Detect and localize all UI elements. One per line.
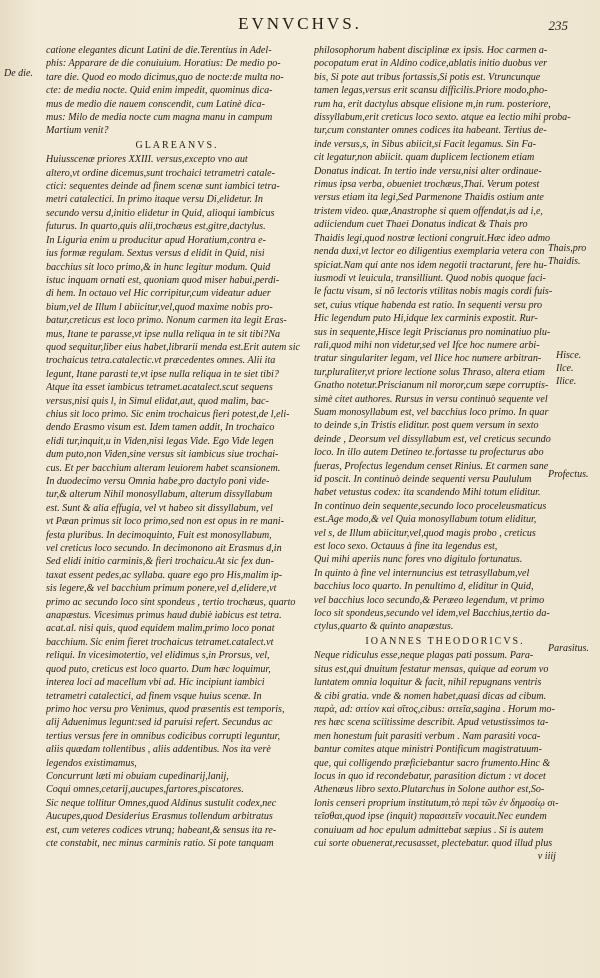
text-line: cit legatur,non abiicit. quam duplicem lectionem etiam bbox=[314, 152, 535, 164]
text-line: rali,quod mihi non videtur,sed vel Ifce hoc numere arbi- bbox=[314, 339, 540, 351]
text-line: chius sit loco primo. Sic enim trochaicus fieri potest,de l,eli- bbox=[46, 408, 290, 420]
text-line: situs est,qui dnuitum festatur mensas, quique ad eorum vo bbox=[314, 663, 549, 675]
text-line: batur,creticus est loco primo. Nonum carmen ita legit Eras- bbox=[46, 315, 287, 327]
left-text-block-1 bbox=[46, 44, 308, 138]
text-line: tur,cum constanter omnes codices ita habeant. Tertius de- bbox=[314, 125, 547, 137]
text-line: anapæstus. Vicesimus primus haud dubiè iabicus est tetra. bbox=[46, 610, 282, 622]
running-head: EVNVCHVS. bbox=[238, 14, 362, 33]
text-line: bantur comites atque ministri Pontificum magistratuum- bbox=[314, 744, 542, 756]
text-line: mus: Milo de media nocte cum magna manu in campum bbox=[46, 112, 273, 124]
text-line: aliis quædam tollentibus , aliis addentibus. Nos ita verè bbox=[46, 744, 271, 756]
margin-note-hisce: Hisce. bbox=[556, 350, 582, 361]
text-line: men honestum fuit parasiti verbum . Nam parasiti voca- bbox=[314, 730, 541, 742]
text-line: cte: de media nocte. Quid enim impedit, quominus dica- bbox=[46, 85, 273, 97]
right-text-block-2 bbox=[314, 649, 576, 850]
text-line: Concurrunt læti mi obuiam cupedinarij,lanij, bbox=[46, 770, 229, 782]
text-line: trochaicus tetra.catalectic.vt præcedentes omnes. Alii ita bbox=[46, 355, 276, 367]
text-line: Neque ridiculus esse,neque plagas pati possum. Para- bbox=[314, 650, 534, 662]
text-line: set, cuius vtique habenda est ratio. In sequenti versu pro bbox=[314, 299, 543, 311]
text-line: ctylus,quarto & quinto anapæstus. bbox=[314, 621, 454, 633]
text-line: vel bacchius loco secundo,& Peræeo legendum, vt primo bbox=[314, 594, 545, 606]
text-line: tur,pluraliter,vt priore lectione solus Thraso, altera etiam bbox=[314, 366, 545, 378]
text-line: dum puto,non Viden,sine versus sit iambicus siue trochai- bbox=[46, 449, 279, 461]
text-line: ius formæ regulam. Sextus versus d elidit in Quid, nisi bbox=[46, 248, 265, 260]
left-text-block-2 bbox=[46, 153, 308, 850]
text-line: In continuo dein sequente,secundo loco proceleusmaticus bbox=[314, 500, 547, 512]
text-line: elidi tur,inquit,u in Viden,nisi legas Vide. Ego Vide legen bbox=[46, 435, 274, 447]
signature-mark: v iiij bbox=[537, 851, 556, 863]
text-line: Thaidis legi,quod nostræ lectioni congruit.Hæc ideo admo bbox=[314, 232, 551, 244]
text-line: Suam monosyllabum est, vel bacchius loco primo. In quar bbox=[314, 406, 549, 418]
text-line: In quinto à fine vel internuncius est tetrasyllabum,vel bbox=[314, 567, 530, 579]
text-line: tetrametri catalectici, ad finem vsque huius scenæ. In bbox=[46, 690, 262, 702]
text-line: cus. Et per bacchium alteram leuiorem habet scansionem. bbox=[46, 462, 281, 474]
text-line: simè citet authores. Rursus in versu continuò sequente vel bbox=[314, 393, 548, 405]
text-line: acat.al. nisi quis, quod equidem malim,primo loco ponat bbox=[46, 623, 275, 635]
text-line: tristem video. quæ,Anastrophe si quem offendat,is ad i,e, bbox=[314, 205, 543, 217]
text-line: In duodecimo versu Omnia habe,pro dactylo poni vide- bbox=[46, 476, 270, 487]
text-line: vt Pæan primus sit loco primo,sed non est opus in re mani- bbox=[46, 516, 284, 528]
text-line: bacchium. Sic enim fieret trochaicus tetramet.catalect.vt bbox=[46, 636, 274, 648]
text-line: rum ha, erit dactylus absque elisione m,in rum. posteriore, bbox=[314, 98, 551, 110]
text-line: di hem. In octauo vel Hic corripitur,cum videatur aduer bbox=[46, 288, 271, 300]
text-line: le factu visum, si nõ lectoris vtilitas nobis magis cordi fuis- bbox=[314, 286, 553, 298]
text-line: ctici: sequentes deinde ad finem scenæ sunt iambici tetra- bbox=[46, 181, 280, 193]
text-line: τεῖσθαι,quod ipse (inquit) παρασιτεῖν vocauit.Nec eundem bbox=[314, 811, 547, 823]
text-line: tare die. Quod eo modo dicimus,quo de nocte:de multa no- bbox=[46, 71, 284, 83]
text-line: deinde , Deorsum vel dissyllabum est, vel creticus secundo bbox=[314, 433, 551, 445]
text-line: versus etiam ita legi,Sed Parmenone Thaidis ostium ante bbox=[314, 192, 544, 204]
text-line: bium,vel de Illum l abiicitur,vel,quod maxime nobis pro- bbox=[46, 301, 273, 313]
text-line: est loco sexo. Octauus à fine ita legendus est, bbox=[314, 541, 498, 553]
text-line: Huiusscenæ priores XXIII. versus,excepto vno aut bbox=[46, 154, 248, 166]
text-line: παρὰ, ad: σιτίον καὶ σῖτος,cibus: σιτεῖα,sagina . Horum mo- bbox=[314, 703, 555, 715]
margin-note-thais: Thais,pro bbox=[548, 243, 587, 254]
text-line: fueras, Profectus legendum censet Rinius. Et carmen sane bbox=[314, 460, 549, 472]
text-line: festa pluribus. In decimoquinto, Fuit est monosyllabum, bbox=[46, 529, 272, 541]
text-line: dissyllabum,erit creticus loco sexto. atque ea lectio mihi proba- bbox=[314, 112, 571, 124]
text-line: versus,nisi quis l, in Simul elidat,aut, quod malim, bac- bbox=[46, 395, 269, 407]
text-line: altero,vt ordine dicemus,sunt trochaici tetrametri catale- bbox=[46, 167, 276, 179]
text-line: tratur singulariter legam, vel Ilice hoc numere arbitran- bbox=[314, 353, 542, 365]
text-line: metri catalectici. In primo itaque versu Di,elidetur. In bbox=[46, 194, 263, 206]
text-line: phis: Apparare de die conuiuium. Horatius: De medio po- bbox=[46, 58, 281, 70]
text-line: conuiuam ad hoc epulum admittebat sæpius . Si is autem bbox=[314, 824, 544, 836]
text-line: interea loci ad macellum vbi ad. Hic incipiunt iambici bbox=[46, 677, 265, 689]
text-line: bis, Si pote aut tribus fortassis,Si potis est. Vtruncunque bbox=[314, 71, 541, 83]
text-line: vel s, de Illum abiicitur,vel,quod magis probo , creticus bbox=[314, 527, 536, 539]
text-line: Athenæus libro sexto.Plutarchus in Solone author est,So- bbox=[314, 784, 545, 796]
right-column bbox=[314, 44, 576, 864]
text-line: Aucupes,quod Desiderius Erasmus tollendum arbitratus bbox=[46, 811, 273, 823]
text-line: rimus ipsa verba, obueniet trochæus,Thai. Verum potest bbox=[314, 179, 540, 191]
text-line: loco. In illo autem Detineo te.fortasse tu profecturus abo bbox=[314, 447, 544, 459]
text-line: quod sequitur,liber eius habet,librarii menda est.Erit autem sic bbox=[46, 341, 301, 353]
page-number: 235 bbox=[548, 18, 568, 33]
text-line: cte constabit, nec minus carminis ratio. Si pote tanquam bbox=[46, 837, 274, 849]
text-line: catione elegantes dicunt Latini de die.Terentius in Adel- bbox=[46, 45, 272, 56]
text-line: vel creticus loco secundo. In decimonono ait Erasmus d,in bbox=[46, 543, 282, 555]
text-line: primo ac secundo loco sint spondeus , tertio trochæus, quarto bbox=[46, 596, 296, 608]
text-line: que, qui colligendo præficiebantur sacro frumento.Hinc & bbox=[314, 757, 551, 769]
text-line: futurus. In quarto,quis alii,trochæus est,gitre,dactylus. bbox=[46, 221, 266, 233]
text-line: pocopatum erat in Aldino codice,ablatis initio duobus ver bbox=[314, 58, 548, 70]
commentator-heading-theodoricus: IOANNES THEODORICVS. bbox=[365, 635, 525, 647]
margin-note-parasitus: Parasitus. bbox=[548, 643, 589, 654]
margin-note-ilce: Ilce. bbox=[556, 363, 574, 374]
text-line: dendo Erasmo visum est. Idem tamen addit, In trochaico bbox=[46, 422, 275, 434]
text-line: spiciat.Nam qui ante nos idem negotii tractarunt, fere hu- bbox=[314, 259, 547, 271]
text-line: legendos existimamus, bbox=[46, 757, 137, 769]
text-line: Qui mihi aperiis nunc fores vno digitulo fortunatus. bbox=[314, 554, 523, 566]
text-line: id poscit. In continuò deinde sequenti versu Paululum bbox=[314, 474, 532, 485]
text-line: tertius versus fere in omnibus codicibus corrupti leguntur, bbox=[46, 730, 281, 742]
text-line: tur,& alterum Nihil monosyllabum, alterum dissyllabum bbox=[46, 489, 273, 501]
text-line: adiiciendum cuet Thaei Donatus indicat & Thais pro bbox=[314, 219, 528, 231]
text-line: sis legere,& vel bacchium primum ponere,vel d,elidere,vt bbox=[46, 583, 277, 595]
margin-note-thaidis: Thaidis. bbox=[548, 256, 581, 267]
text-line: primo hoc versu pro Venimus, quod præsentis est temporis, bbox=[46, 703, 285, 715]
text-line: mus de medio die nauem conscendit, cum Latinè dica- bbox=[46, 98, 265, 110]
margin-note-profectus: Profectus. bbox=[548, 469, 589, 480]
text-line: istuc inquam ornati est, quoniam quod miser habui,perdi- bbox=[46, 274, 280, 286]
text-line: Hic legendum puto Hi,idque lex carminis expostit. Rur- bbox=[314, 313, 538, 325]
text-line: habet vetustus codex: ita scandendo Mihi totum eliditur. bbox=[314, 487, 541, 499]
text-line: lonis censeri proprium institutum,τὸ περὶ τῶν ἐν δημοσίῳ σι- bbox=[314, 797, 559, 809]
text-line: Donatus indicat. In tertio inde versu,nisi alter ordinaue- bbox=[314, 165, 542, 177]
text-line: est. Sunt & alia effugia, vel vt habeo sit dissyllabum, vel bbox=[46, 502, 273, 514]
text-line: inde versus,s, in Sibus abiicit,si Facit legamus. Sin Fa- bbox=[314, 138, 537, 150]
text-line: taxat essent pedes,ac syllaba. quare ego pro His,malim ip- bbox=[46, 569, 283, 581]
text-line: loco sit spondeus,secundo vel idem,vel Bacchius,tertio da- bbox=[314, 608, 550, 620]
text-line: est.Age modo,& vel Quia monosyllabum totum eliditur, bbox=[314, 514, 537, 526]
text-line: Atque ita esset iambicus tetramet.acatalect.scut sequens bbox=[46, 382, 273, 394]
text-line: mus, Itane te parasse,vt ipse nulla reliqua in te sit tibi?Na bbox=[46, 328, 281, 340]
left-column bbox=[46, 44, 308, 850]
text-line: cui sorte obuenerat,recusasset, plectebatur. quod illud plus bbox=[314, 837, 553, 849]
text-line: to deinde s,in Tristis eliditur. post quem versum in sexto bbox=[314, 420, 539, 432]
text-line: In Liguria enim u producitur apud Horatium,contra e- bbox=[46, 234, 266, 246]
text-line: philosophorum habent disciplinæ ex ipsis. Hoc carmen a- bbox=[314, 45, 548, 56]
text-line: Sic neque tollitur Omnes,quod Aldinus sustulit codex,nec bbox=[46, 797, 277, 809]
text-line: bacchius sit loco primo,& in hunc legitur modum. Quid bbox=[46, 261, 271, 273]
text-line: locus in quo id recondebatur, parasition dictum : vt docet bbox=[314, 770, 546, 782]
text-line: quod puto, creticus est loco quarto. Dum hæc loquimur, bbox=[46, 663, 271, 675]
text-line: Gnatho notetur.Priscianum nil moror,cum sæpe corruptis- bbox=[314, 380, 549, 392]
text-line: tamen legas,versus erit scansu difficilis.Priore modo,pho- bbox=[314, 85, 548, 97]
text-line: secundo versu d,initio elidetur in Quid, alioqui iambicus bbox=[46, 207, 275, 219]
text-line: alij Aduenimus legunt:sed id paruisi refert. Secundus ac bbox=[46, 717, 273, 729]
text-line: luntatem omnia loquitur & facit, nihil repugnans ventris bbox=[314, 677, 542, 689]
text-line: Martium venit? bbox=[46, 125, 109, 137]
text-line: est, cum veteres codices vtrunq; habeant,& sensus ita re- bbox=[46, 824, 277, 836]
text-line: nenda duxi,vt lector eo diligentius exemplaria vetera con bbox=[314, 246, 545, 258]
margin-note-ilice: Ilice. bbox=[556, 376, 577, 387]
text-line: sus in sequente,Hisce legit Priscianus pro nominatiuo plu- bbox=[314, 326, 551, 338]
text-line: legunt, Itane parasti te,vt ipse nulla reliqua in te siet tibi? bbox=[46, 368, 279, 380]
text-line: bacchius loco quarto. In penultimo d, eliditur in Quid, bbox=[314, 581, 534, 593]
right-text-block-1 bbox=[314, 44, 576, 634]
text-line: Sed elidi initio carminis,& fieri trochaicu.At sic fex dun- bbox=[46, 556, 274, 568]
text-line: & cibi gratia. vnde & nomen habet,quasi dicas ad cibum. bbox=[314, 690, 547, 702]
text-line: res hæc scena sciitissime describit. Apud vetustissimos ta- bbox=[314, 717, 549, 729]
margin-note-de-die: De die. bbox=[4, 68, 33, 79]
text-line: Coqui omnes,cetarij,aucupes,fartores,piscatores. bbox=[46, 784, 244, 796]
text-line: iusmodi vt leuicula, transilliunt. Quod nobis quoque faci- bbox=[314, 272, 546, 284]
commentator-heading-glareanus: GLAREANVS. bbox=[135, 139, 219, 151]
text-line: reliqui. In vicesimotertio, vel elidimus s,in Prorsus, vel, bbox=[46, 650, 270, 662]
